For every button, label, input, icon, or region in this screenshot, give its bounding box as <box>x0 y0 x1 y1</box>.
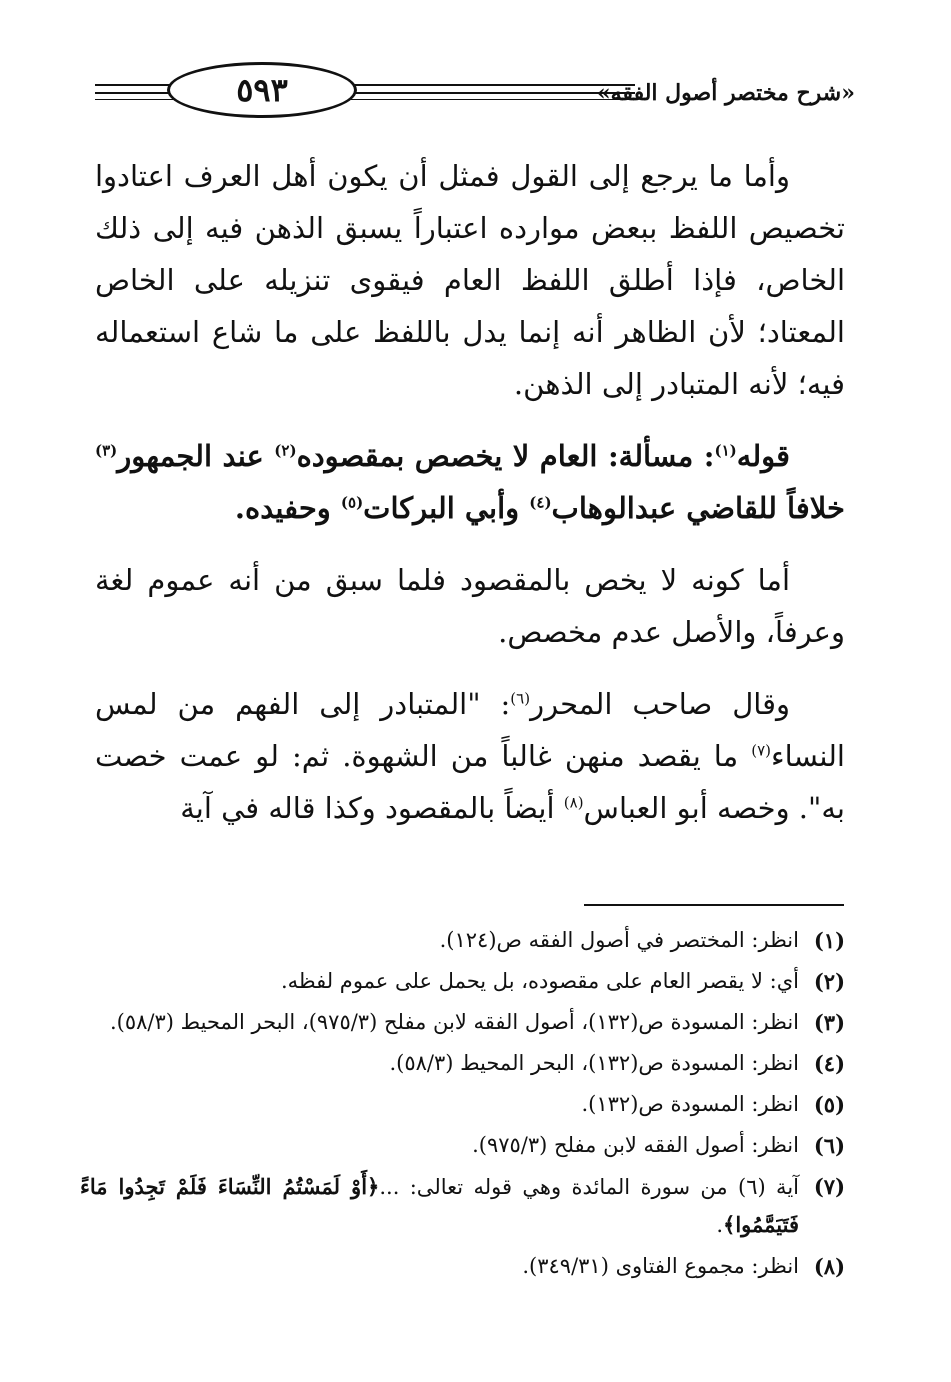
footnote-separator <box>584 904 844 906</box>
footnote-number: (٧) <box>813 1174 845 1199</box>
footnotes <box>80 922 845 1289</box>
footnote-4 <box>80 1045 845 1082</box>
page-header <box>95 62 855 122</box>
footnote-ref-8[interactable]: (٨) <box>563 793 584 812</box>
p2-text-a: قوله <box>736 439 790 473</box>
footnote-ref-7[interactable]: (٧) <box>751 741 771 760</box>
footnote-6 <box>80 1127 845 1164</box>
footnote-number: (١) <box>813 928 845 953</box>
p4-text-a: وقال صاحب المحرر <box>530 687 790 721</box>
footnote-7 <box>80 1168 845 1244</box>
p2-text-b: : مسألة: العام لا يخصص بمقصوده <box>296 439 715 473</box>
p4-text-d: أيضاً بالمقصود وكذا قاله في آية <box>180 791 564 825</box>
quran-verse: ﴿أَوْ لَمَسْتُمُ النِّسَاءَ فَلَمْ تَجِدُوا مَاءً فَتَيَمَّمُوا﴾ <box>80 1174 799 1237</box>
footnote-ref-6[interactable]: (٦) <box>510 689 531 708</box>
footnote-7-intro: آية (٦) من سورة المائدة وهي قوله تعالى: ... <box>379 1175 799 1199</box>
header-rule-right-mid <box>350 92 635 94</box>
footnote-ref-4[interactable]: (٤) <box>529 493 552 512</box>
footnote-text: انظر: المسودة ص(١٣٢)، البحر المحيط (٥٨/٣). <box>389 1051 799 1075</box>
page-number: ٥٩٣ <box>167 62 357 118</box>
header-rule-left-top <box>95 84 175 86</box>
footnote-number: (٨) <box>813 1254 845 1279</box>
p2-text-c: عند الجمهور <box>117 439 275 473</box>
footnote-number: (٤) <box>813 1051 845 1076</box>
p2-text-e: وأبي البركات <box>363 491 530 525</box>
paragraph-1: وأما ما يرجع إلى القول فمثل أن يكون أهل العرف اعتادوا تخصيص اللفظ ببعض موارده اعتباراً يسبق الذهن فيه إلى ذلك الخاص، فإذا أطلق اللفظ العام فيقوى تنزيله على الخاص المعتاد؛ لأن الظاهر أنه إنما يدل باللفظ على ما شاع استعماله فيه؛ لأنه المتبادر إلى الذهن. <box>95 159 845 401</box>
footnote-ref-5[interactable]: (٥) <box>340 493 364 512</box>
paragraph-3: أما كونه لا يخص بالمقصود فلما سبق من أنه عموم لغة وعرفاً، والأصل عدم مخصص. <box>95 563 845 649</box>
footnote-text <box>80 1168 799 1244</box>
footnote-number: (٥) <box>813 1092 845 1117</box>
p2-text-d: خلافاً للقاضي عبدالوهاب <box>551 491 845 525</box>
header-rule-left-bottom <box>95 99 175 100</box>
p2-text-f: وحفيده. <box>234 491 341 525</box>
footnote-1 <box>80 922 845 959</box>
p4-text-c: ما يقصد منهن غالباً من الشهوة. ثم: لو عمت خصت به". وخصه أبو العباس <box>95 739 845 825</box>
footnote-7-tail: . <box>716 1213 724 1237</box>
footnote-8 <box>80 1248 845 1285</box>
footnote-text: انظر: أصول الفقه لابن مفلح (٩٧٥/٣). <box>472 1133 799 1157</box>
footnote-ref-3[interactable]: (٣) <box>95 441 118 460</box>
footnote-text: انظر: المسودة ص(١٣٢)، أصول الفقه لابن مفلح (٩٧٥/٣)، البحر المحيط (٥٨/٣). <box>109 1010 799 1034</box>
footnote-3 <box>80 1004 845 1041</box>
footnote-text: انظر: المختصر في أصول الفقه ص(١٢٤). <box>439 928 799 952</box>
footnote-text: انظر: مجموع الفتاوى (٣٤٩/٣١). <box>522 1254 799 1278</box>
paragraph-2-matn <box>95 430 845 534</box>
footnote-text: انظر: المسودة ص(١٣٢). <box>581 1092 799 1116</box>
header-rule-right-bottom <box>350 99 635 100</box>
footnote-2 <box>80 963 845 1000</box>
header-rule-left-mid <box>95 92 175 94</box>
footnote-number: (٦) <box>813 1133 845 1158</box>
footnote-ref-1[interactable]: (١) <box>714 441 737 460</box>
header-rule-right-top <box>350 84 635 86</box>
footnote-text: أي: لا يقصر العام على مقصوده، بل يحمل على عموم لفظه. <box>280 969 799 993</box>
main-text <box>95 150 845 854</box>
footnote-number: (٢) <box>813 969 845 994</box>
footnote-ref-2[interactable]: (٢) <box>274 441 297 460</box>
footnote-number: (٣) <box>813 1010 845 1035</box>
footnote-5 <box>80 1086 845 1123</box>
book-title: «شرح مختصر أصول الفقه» <box>596 80 855 106</box>
p4-text-b: : "المتبادر إلى الفهم من لمس النساء <box>95 687 845 773</box>
paragraph-4 <box>95 678 845 834</box>
